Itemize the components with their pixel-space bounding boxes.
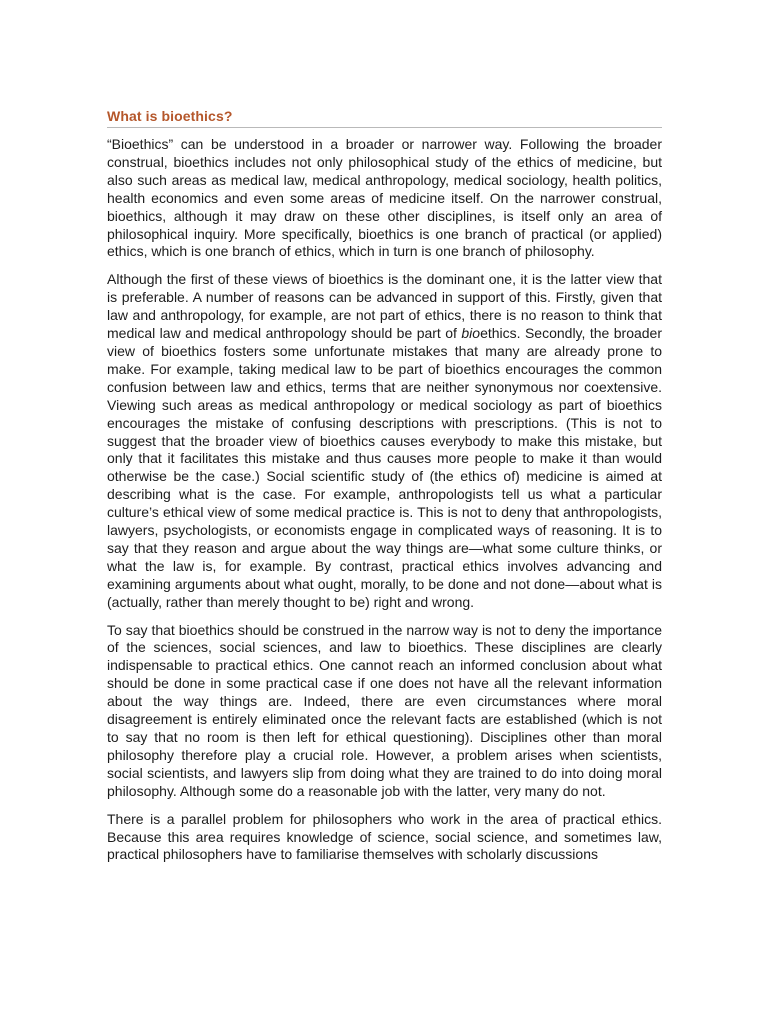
paragraph-2-part-1: Although the first of these views of bioethics is the dominant one, it is the latter view that is preferable. A number of reasons can be advanced in support of this. Firstly, given that law and anthropology, for example, are not part of ethics, there is no reason to think that medical law and medical anthropology should be part of <box>107 271 662 342</box>
paragraph-3: To say that bioethics should be construed in the narrow way is not to deny the importance of the sciences, social sciences, and law to bioethics. These disciplines are clearly indispensable to practical ethics. One cannot reach an informed conclusion about what should be done in some practical case if one does not have all the relevant information about the way things are. Indeed, there are even circumstances where moral disagreement is entirely eliminated once the relevant facts are established (which is not to say that no room is then left for ethical questioning). Disciplines other than moral philosophy therefore play a crucial role. However, a problem arises when scientists, social scientists, and lawyers slip from doing what they are trained to do into doing moral philosophy. Although some do a reasonable job with the latter, very many do not. <box>107 621 662 799</box>
paragraph-2-part-2: ethics. Secondly, the broader view of bioethics fosters some unfortunate mistakes that many are already prone to make. For example, taking medical law to be part of bioethics encourages the common confusion between law and ethics, terms that are neither synonymous nor coextensive. Viewing such areas as medical anthropology or medical sociology as part of bioethics encourages the mistake of confusing descriptions with prescriptions. (This is not to suggest that the broader view of bioethics causes everybody to make this mistake, but only that it facilitates this mistake and thus causes more people to make it than would otherwise be the case.) Social scientific study of (the ethics of) medicine is aimed at describing what is the case. For example, anthropologists tell us what a particular culture’s ethical view of some medical practice is. This is not to deny that anthropologists, lawyers, psychologists, or economists engage in complicated ways of reasoning. It is to say that they reason and argue about the way things are—what some culture thinks, or what the law is, for example. By contrast, practical ethics involves advancing and examining arguments about what ought, morally, to be done and not done—about what is (actually, rather than merely thought to be) right and wrong. <box>107 325 662 610</box>
paragraph-1: “Bioethics” can be understood in a broader or narrower way. Following the broader construal, bioethics includes not only philosophical study of the ethics of medicine, but also such areas as medical law, medical anthropology, medical sociology, health politics, health economics and even some areas of medicine itself. On the narrower construal, bioethics, although it may draw on these other disciplines, is itself only an area of philosophical inquiry. More specifically, bioethics is one branch of practical (or applied) ethics, which is one branch of ethics, which in turn is one branch of philosophy. <box>107 136 662 260</box>
paragraph-2 <box>107 271 662 611</box>
section-heading: What is bioethics? <box>107 108 662 128</box>
paragraph-2-italic: bio <box>461 325 481 342</box>
paragraph-4: There is a parallel problem for philosophers who work in the area of practical ethics. Because this area requires knowledge of science, social science, and sometimes law, practical philosophers have to familiarise themselves with scholarly discussions <box>107 810 662 863</box>
document-page <box>107 108 662 864</box>
